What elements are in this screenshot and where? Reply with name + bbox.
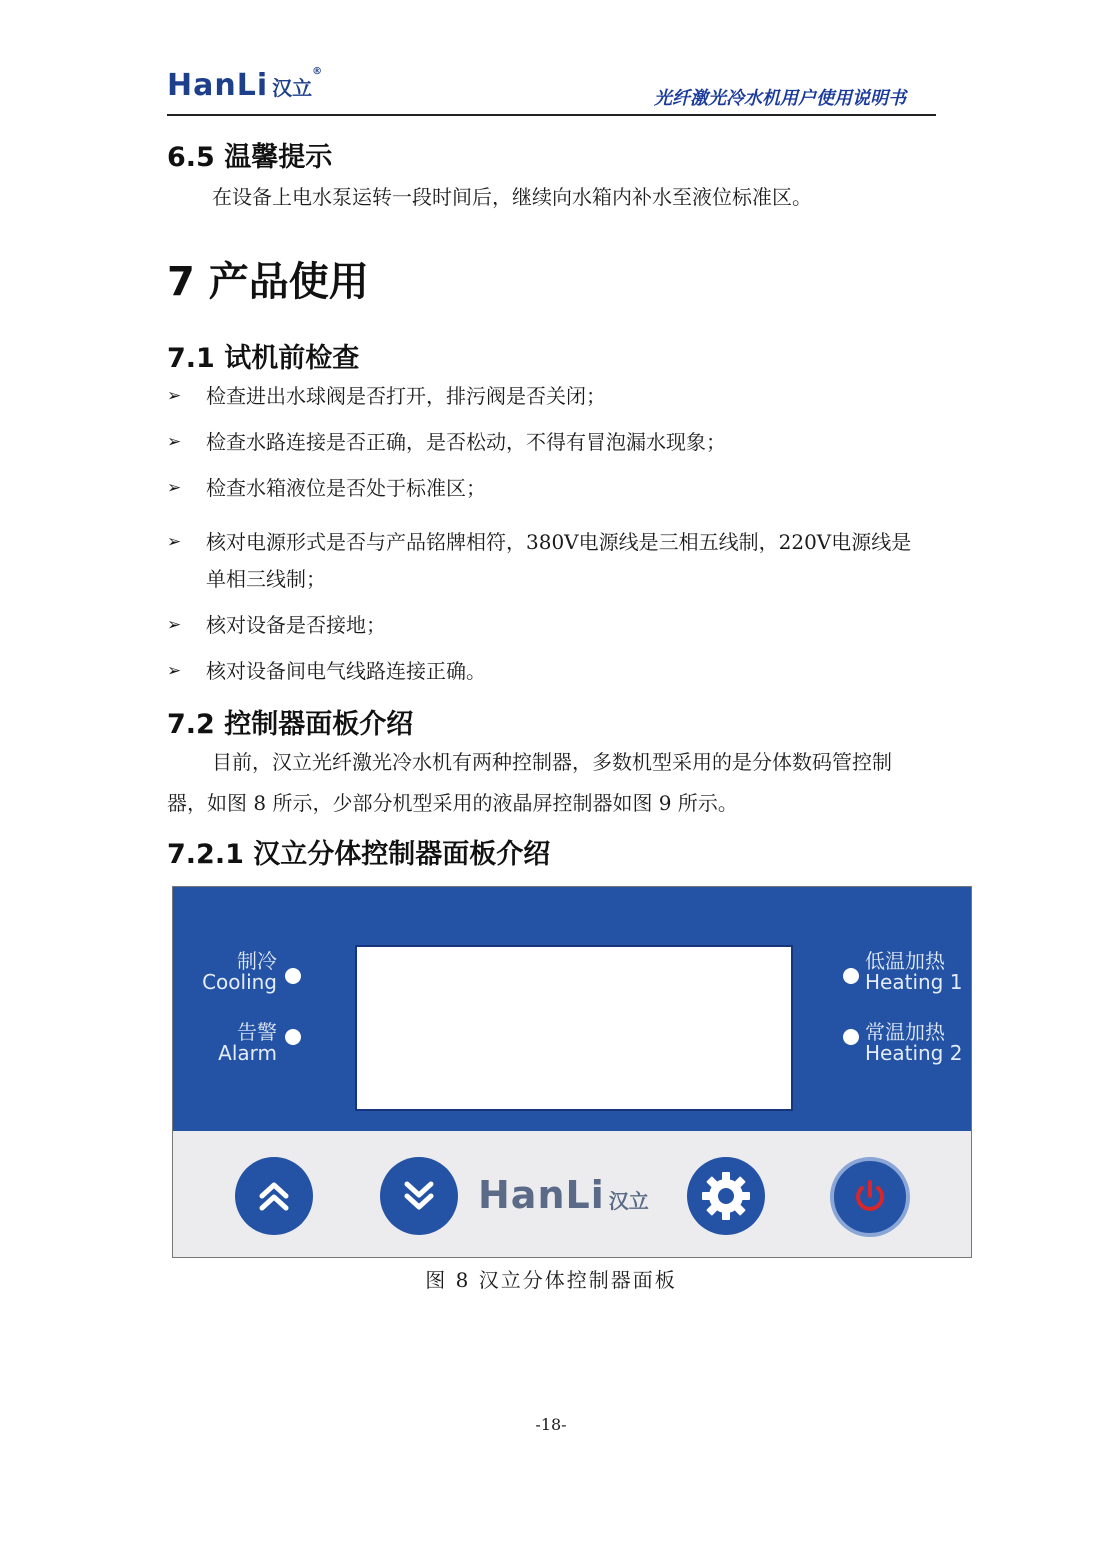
display-screen: [355, 945, 793, 1111]
cooling-indicator-light: [285, 968, 301, 984]
power-icon: [850, 1177, 890, 1217]
bullet-arrow-icon: ➢: [167, 386, 182, 406]
heading-7-2: 7.2 控制器面板介绍: [167, 709, 414, 740]
bullet-arrow-icon: ➢: [167, 615, 182, 635]
heading-7: 7 产品使用: [167, 259, 369, 305]
gear-icon: [699, 1169, 753, 1223]
heading-6-5: 6.5 温馨提示: [167, 142, 333, 173]
heating2-indicator-light: [843, 1029, 859, 1045]
bullet-arrow-icon: ➢: [167, 661, 182, 681]
bullet-arrow-icon: ➢: [167, 478, 182, 498]
paragraph-6-5: 在设备上电水泵运转一段时间后，继续向水箱内补水至液位标准区。: [212, 185, 812, 209]
list-item: ➢ 核对设备是否接地；: [167, 607, 927, 644]
heating1-indicator-light: [843, 968, 859, 984]
controller-panel-figure: [172, 886, 972, 1258]
settings-button[interactable]: [687, 1157, 765, 1235]
bullet-arrow-icon: ➢: [167, 432, 182, 452]
bullet-arrow-icon: ➢: [167, 532, 182, 552]
list-item: ➢ 核对电源形式是否与产品铭牌相符，380V电源线是三相五线制，220V电源线是单相三线制；: [167, 524, 927, 598]
heading-7-2-1: 7.2.1 汉立分体控制器面板介绍: [167, 839, 551, 870]
page-number: -18-: [535, 1415, 567, 1434]
list-item: ➢ 核对设备间电气线路连接正确。: [167, 653, 927, 690]
heating1-label: 低温加热 Heating 1: [865, 949, 963, 994]
list-item: ➢ 检查水路连接是否正确，是否松动，不得有冒泡漏水现象；: [167, 424, 927, 461]
list-item: ➢ 检查水箱液位是否处于标准区；: [167, 470, 927, 507]
hanli-logo: [167, 68, 322, 103]
down-button[interactable]: [380, 1157, 458, 1235]
chevron-double-down-icon: [399, 1176, 439, 1216]
chevron-double-up-icon: [254, 1176, 294, 1216]
logo-latin: HanLi: [167, 68, 269, 103]
panel-hanli-logo: HanLi 汉立: [478, 1173, 649, 1217]
checklist: [167, 378, 927, 690]
paragraph-7-2: 目前，汉立光纤激光冷水机有两种控制器，多数机型采用的是分体数码管控制器，如图 8 所示，少部分机型采用的液晶屏控制器如图 9 所示。: [167, 750, 892, 815]
heading-7-1: 7.1 试机前检查: [167, 343, 360, 374]
document-title: 光纤激光冷水机用户使用说明书: [654, 88, 906, 109]
power-button[interactable]: [830, 1157, 910, 1237]
panel-display-area: [173, 887, 971, 1131]
alarm-indicator-light: [285, 1029, 301, 1045]
cooling-label: 制冷 Cooling: [202, 949, 277, 994]
up-button[interactable]: [235, 1157, 313, 1235]
registered-mark: ®: [312, 66, 323, 77]
logo-cn: 汉立: [272, 76, 313, 100]
heating2-label: 常温加热 Heating 2: [865, 1020, 963, 1065]
figure-caption: 图 8 汉立分体控制器面板: [425, 1268, 677, 1292]
page-header: [167, 66, 936, 116]
list-item: ➢ 检查进出水球阀是否打开，排污阀是否关闭；: [167, 378, 927, 415]
alarm-label: 告警 Alarm: [218, 1020, 277, 1065]
